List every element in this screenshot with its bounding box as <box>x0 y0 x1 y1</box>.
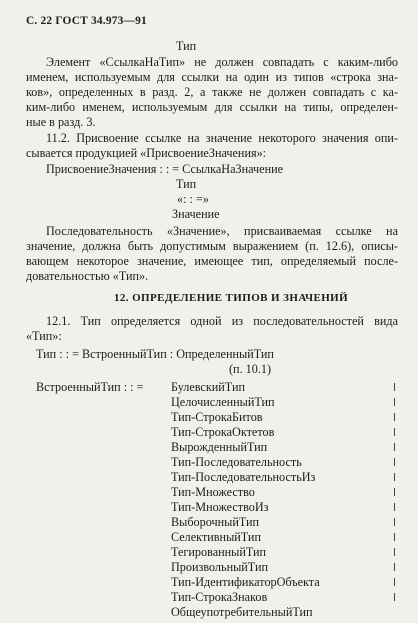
alternative-item: ВырожденныйТип <box>171 440 268 454</box>
grammar-rule-type: Тип : : = ВстроенныйТип : ОпределенныйТип <box>36 347 274 361</box>
text-line: 12.1. Тип определяется одной из последовательностей вида <box>46 314 398 328</box>
separator-bar <box>394 578 395 586</box>
separator-bar <box>394 488 395 496</box>
production-rule-assignment: ПрисвоениеЗначения : : = СсылкаНаЗначение <box>46 162 284 176</box>
alternative-item: ТегированныйТип <box>171 545 267 559</box>
separator-bar <box>394 548 395 556</box>
separator-bar <box>394 563 395 571</box>
text-line: значение, должна быть допустимым выражением (п. 12.6), описы- <box>26 239 398 253</box>
section-title-type: Тип <box>176 39 197 53</box>
separator-bar <box>394 473 395 481</box>
separator-bar <box>394 428 395 436</box>
alternative-item: ВыборочныйТип <box>171 515 260 529</box>
grammar-rule-reference: (п. 10.1) <box>229 362 272 376</box>
text-line: ные в разд. 3. <box>26 115 96 129</box>
page-header: С. 22 ГОСТ 34.973—91 <box>26 15 147 27</box>
separator-bar <box>394 533 395 541</box>
alternative-item: Тип-СтрокаБитов <box>171 410 263 424</box>
grammar-rule-builtin-lhs: ВстроенныйТип : : = <box>36 380 144 394</box>
alternative-item: СелективныйТип <box>171 530 261 544</box>
text-line: сывается продукцией «ПрисвоениеЗначения»: <box>26 146 267 160</box>
separator-bar <box>394 443 395 451</box>
separator-bar <box>394 593 395 601</box>
alternative-item: ПроизвольныйТип <box>171 560 268 574</box>
separator-bar <box>394 458 395 466</box>
alternative-item: БулевскийТип <box>171 380 245 394</box>
separator-bar <box>394 413 395 421</box>
separator-bar <box>394 503 395 511</box>
text-line: 11.2. Присвоение ссылке на значение некоторого значения опи- <box>46 131 398 145</box>
alternative-item: ОбщеупотребительныйТип <box>171 605 313 619</box>
production-value: Значение <box>172 207 220 221</box>
alternative-item: Тип-СтрокаОктетов <box>171 425 275 439</box>
text-line: Последовательность «Значение», присваиваемая ссылке на <box>46 224 398 238</box>
separator-bar <box>394 398 395 406</box>
text-line: довательностью «Тип». <box>26 269 149 283</box>
alternative-item: Тип-ИдентификаторОбъекта <box>171 575 320 589</box>
text-line: ков», определенных в разд. 2, а также не должен совпадать с ка- <box>26 85 398 99</box>
section-heading: 12. ОПРЕДЕЛЕНИЕ ТИПОВ И ЗНАЧЕНИЙ <box>114 292 349 304</box>
alternative-item: Тип-МножествоИз <box>171 500 269 514</box>
alternative-item: Тип-ПоследовательностьИз <box>171 470 316 484</box>
alternative-item: Тип-СтрокаЗнаков <box>171 590 268 604</box>
production-operator: «: : =» <box>177 192 209 206</box>
alternative-item: Тип-Последовательность <box>171 455 302 469</box>
separator-bar <box>394 518 395 526</box>
production-type: Тип <box>176 177 197 191</box>
separator-bar <box>394 383 395 391</box>
alternative-item: ЦелочисленныйТип <box>171 395 275 409</box>
text-line: вающем некоторое значение, имеющее тип, определяемый после- <box>26 254 398 268</box>
text-line: «Тип»: <box>26 329 62 343</box>
text-line: именем, используемым для ссылки на один из типов «строка зна- <box>26 70 398 84</box>
text-line: Элемент «СсылкаНаТип» не должен совпадать с каким-либо <box>46 55 398 69</box>
text-line: ким-либо именем, используемым для ссылки на типы, определен- <box>26 100 398 114</box>
alternative-item: Тип-Множество <box>171 485 255 499</box>
